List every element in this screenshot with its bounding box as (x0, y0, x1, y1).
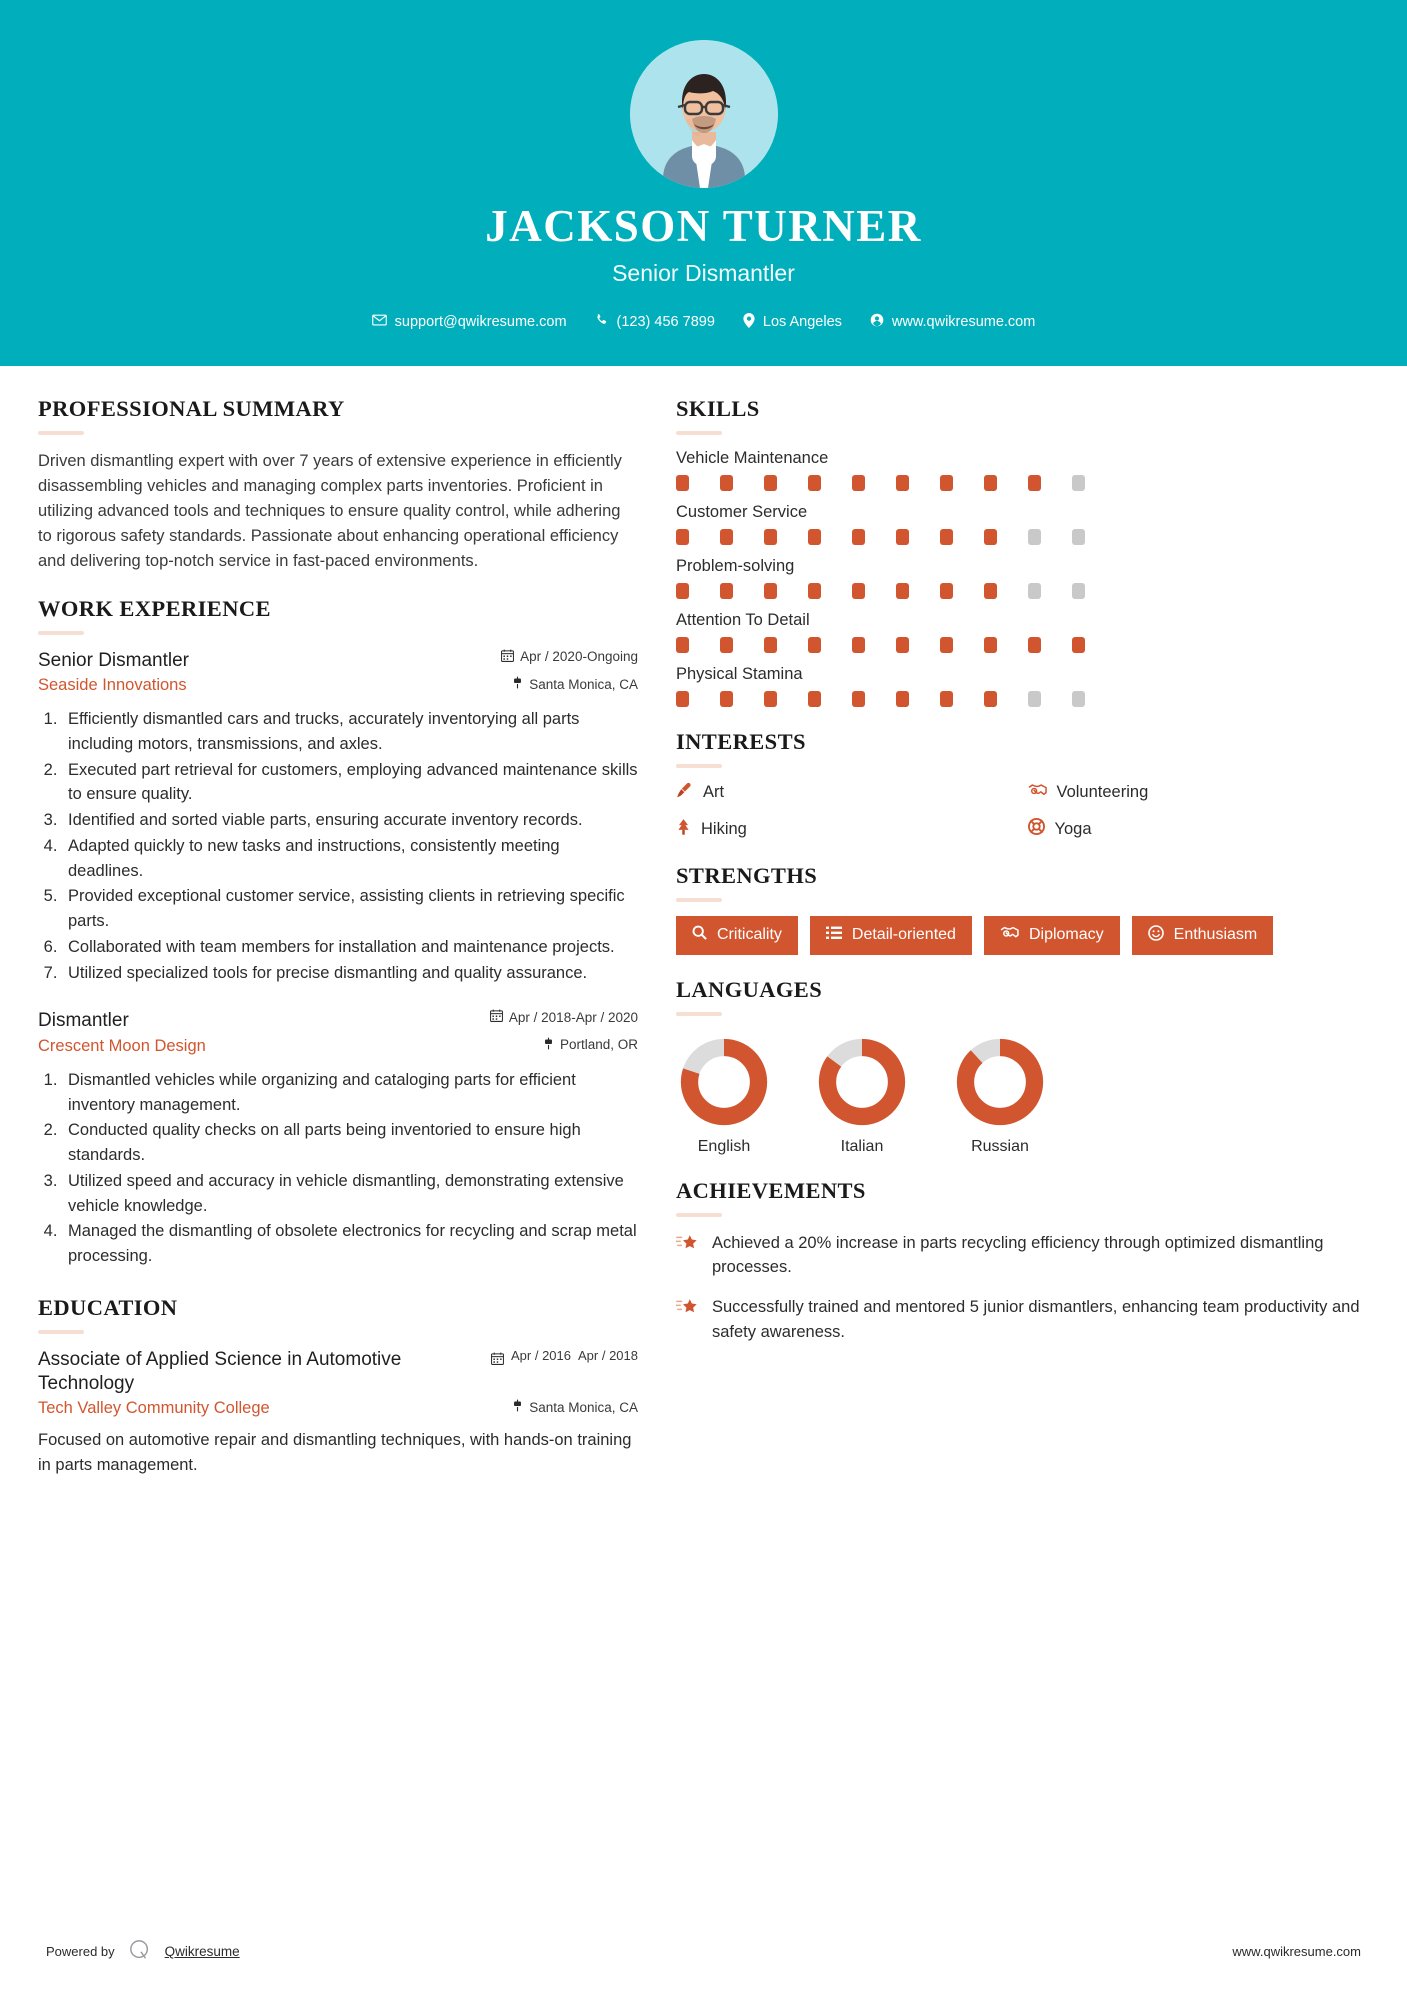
list-item: 3. Identified and sorted viable parts, ensuring accurate inventory records. (62, 808, 638, 833)
calendar-icon (490, 1009, 503, 1025)
education-school: Tech Valley Community College (38, 1399, 270, 1418)
list-item: 2. Executed part retrieval for customers, employing advanced maintenance skills to ensure quality. (62, 758, 638, 808)
achievement-item (676, 1295, 1369, 1344)
skill-dot-filled (676, 475, 689, 491)
skill-dot-filled (896, 583, 909, 599)
languages-list (676, 1030, 1369, 1156)
footer-url: www.qwikresume.com (1232, 1944, 1361, 1959)
education-dates (491, 1348, 638, 1369)
experience-bullets (62, 1068, 638, 1269)
education-item (38, 1348, 638, 1478)
skill-dot-filled (764, 475, 777, 491)
contact-phone-text: (123) 456 7899 (616, 314, 715, 330)
powered-by-label: Powered by (46, 1944, 115, 1959)
section-title-summary: PROFESSIONAL SUMMARY (38, 395, 345, 421)
skill-dot-filled (984, 529, 997, 545)
experience-dates (501, 649, 638, 665)
skill-dot-filled (940, 691, 953, 707)
strength-label: Detail-oriented (851, 926, 956, 943)
handshake-icon (1000, 925, 1019, 945)
skill-dot-empty (1028, 529, 1041, 545)
skill-dot-filled (940, 583, 953, 599)
interest-item (1028, 818, 1370, 841)
education-description: Focused on automotive repair and dismantling techniques, with hands-on training in parts management. (38, 1431, 632, 1475)
section-professional-summary (38, 396, 638, 574)
skill-dot-filled (764, 637, 777, 653)
qwikresume-logo-icon (129, 1939, 151, 1964)
section-rule (38, 1330, 84, 1334)
skill-dot-filled (808, 583, 821, 599)
section-rule (38, 631, 84, 635)
skill-label: Problem-solving (676, 556, 795, 575)
skill-dot-empty (1072, 529, 1085, 545)
section-rule (676, 764, 722, 768)
search-icon (692, 925, 707, 945)
experience-location (543, 1037, 638, 1053)
experience-bullets (62, 707, 638, 985)
star-icon (676, 1231, 700, 1259)
skill-label: Physical Stamina (676, 664, 803, 683)
skill-dot-filled (852, 637, 865, 653)
section-title-work: WORK EXPERIENCE (38, 595, 271, 621)
section-rule (676, 431, 722, 435)
resume-body (0, 366, 1407, 1924)
language-donut (814, 1036, 910, 1128)
skill-dot-filled (720, 691, 733, 707)
skill-dot-filled (896, 637, 909, 653)
list-item: 7. Utilized specialized tools for precise dismantling and quality assurance. (62, 961, 638, 986)
contact-row (0, 313, 1407, 332)
language-item (952, 1036, 1048, 1156)
strength-tag (810, 916, 972, 955)
skill-dot-filled (852, 475, 865, 491)
tree-icon (676, 818, 691, 841)
achievement-text: Achieved a 20% increase in parts recycling efficiency through optimized dismantling processes. (712, 1233, 1324, 1276)
page-title: JACKSON TURNER (485, 201, 922, 251)
skill-dot-filled (764, 583, 777, 599)
star-icon (676, 1295, 700, 1323)
summary-text: Driven dismantling expert with over 7 years of extensive experience in efficiently disassembling vehicles and managing complex parts inventories. Proficient in utilizing advanced tools and techniques to ensure quality control, while adhering to rigorous safety standards. Passionate about enhancing operational efficiency and delivering top-notch service in fast-paced environments. (38, 451, 622, 570)
globe-icon (870, 313, 884, 331)
experience-location-text: Santa Monica, CA (529, 676, 638, 692)
powered-by (46, 1939, 240, 1964)
lifebuoy-icon (1028, 818, 1045, 840)
skill-dot-filled (896, 529, 909, 545)
right-column (676, 396, 1369, 1924)
interest-label: Hiking (701, 819, 747, 838)
left-column (38, 396, 638, 1924)
interest-item (676, 818, 1018, 841)
interest-item (1028, 782, 1370, 804)
pin-icon (512, 1399, 523, 1415)
contact-location[interactable] (729, 313, 856, 332)
list-item: 1. Efficiently dismantled cars and trucks, accurately inventorying all parts including motors, transmissions, and axles. (62, 707, 638, 757)
phone-icon (595, 313, 609, 331)
skill-dot-filled (896, 691, 909, 707)
skill-dot-filled (852, 583, 865, 599)
education-degree: Associate of Applied Science in Automotive Technology (38, 1348, 402, 1395)
skill-label: Customer Service (676, 502, 808, 521)
education-date-end: Apr / 2018 (578, 1347, 638, 1363)
section-skills (676, 396, 1369, 707)
resume-header (0, 0, 1407, 366)
strength-label: Criticality (717, 926, 782, 943)
skill-dot-filled (676, 691, 689, 707)
skill-dot-filled (984, 637, 997, 653)
skill-dot-filled (1028, 475, 1041, 491)
skill-dot-empty (1072, 583, 1085, 599)
education-location (512, 1399, 638, 1415)
skill-dot-filled (720, 583, 733, 599)
contact-email[interactable] (358, 314, 581, 330)
skill-dot-empty (1028, 583, 1041, 599)
experience-role: Dismantler (38, 1010, 129, 1032)
skill-row (676, 557, 1369, 599)
skill-dot-filled (676, 529, 689, 545)
list-item: 3. Utilized speed and accuracy in vehicle dismantling, demonstrating extensive vehicle knowledge. (62, 1169, 638, 1219)
skill-rating (676, 475, 1369, 491)
skill-dot-filled (808, 475, 821, 491)
skill-dot-filled (896, 475, 909, 491)
experience-location (512, 676, 638, 692)
strengths-list (676, 916, 1369, 955)
strength-tag (1132, 916, 1274, 955)
interest-item (676, 782, 1018, 804)
skill-row (676, 665, 1369, 707)
achievement-item (676, 1231, 1369, 1280)
skill-rating (676, 529, 1369, 545)
calendar-icon (491, 1348, 504, 1369)
list-item: 2. Conducted quality checks on all parts being inventoried to ensure high standards. (62, 1118, 638, 1168)
section-title-achievements: ACHIEVEMENTS (676, 1177, 866, 1203)
skill-dot-filled (940, 475, 953, 491)
skill-rating (676, 637, 1369, 653)
qwikresume-link[interactable]: Qwikresume (164, 1944, 240, 1959)
strength-label: Diplomacy (1028, 926, 1104, 943)
interest-label: Volunteering (1056, 783, 1149, 801)
contact-website[interactable] (856, 313, 1049, 331)
skill-dot-filled (720, 475, 733, 491)
section-title-education: EDUCATION (38, 1294, 178, 1320)
language-label: English (697, 1137, 751, 1155)
skill-rating (676, 691, 1369, 707)
language-donut (676, 1036, 772, 1128)
skill-dot-filled (940, 637, 953, 653)
section-work-experience (38, 596, 638, 1269)
list-item: 4. Managed the dismantling of obsolete electronics for recycling and scrap metal processing. (62, 1219, 638, 1269)
skill-dot-filled (764, 691, 777, 707)
language-donut (952, 1036, 1048, 1128)
contact-email-text: support@qwikresume.com (394, 314, 567, 330)
experience-location-text: Portland, OR (559, 1037, 638, 1053)
experience-role: Senior Dismantler (38, 649, 189, 671)
skill-row (676, 611, 1369, 653)
skill-dot-filled (808, 529, 821, 545)
paintbrush-icon (676, 782, 693, 804)
skill-label: Vehicle Maintenance (676, 448, 829, 467)
interest-label: Yoga (1054, 819, 1092, 838)
education-location-text: Santa Monica, CA (529, 1399, 638, 1415)
calendar-icon (501, 649, 514, 665)
language-label: Russian (971, 1137, 1029, 1155)
contact-website-text: www.qwikresume.com (891, 314, 1036, 330)
envelope-icon (372, 314, 387, 330)
skill-dot-filled (808, 691, 821, 707)
experience-company: Seaside Innovations (38, 676, 187, 695)
section-rule (676, 1213, 722, 1217)
section-title-interests: INTERESTS (676, 728, 806, 754)
skill-dot-empty (1072, 691, 1085, 707)
skill-dot-filled (1072, 637, 1085, 653)
skill-rating (676, 583, 1369, 599)
interest-label: Art (703, 783, 725, 801)
interests-grid (676, 782, 1369, 841)
strength-tag (984, 916, 1120, 955)
job-title: Senior Dismantler (612, 259, 795, 286)
skill-dot-filled (852, 529, 865, 545)
list-icon (826, 926, 842, 945)
skill-dot-filled (676, 637, 689, 653)
pin-icon (512, 676, 523, 692)
skill-row (676, 503, 1369, 545)
section-rule (676, 1012, 722, 1016)
list-item: 6. Collaborated with team members for installation and maintenance projects. (62, 935, 638, 960)
list-item: 1. Dismantled vehicles while organizing and cataloging parts for efficient inventory management. (62, 1068, 638, 1118)
skill-dot-filled (984, 691, 997, 707)
map-pin-icon (743, 313, 755, 332)
list-item: 5. Provided exceptional customer service, assisting clients in retrieving specific parts. (62, 884, 638, 934)
contact-location-text: Los Angeles (762, 314, 842, 330)
section-rule (676, 898, 722, 902)
achievement-text: Successfully trained and mentored 5 junior dismantlers, enhancing team productivity and safety awareness. (712, 1298, 1360, 1341)
experience-item (38, 1009, 638, 1268)
smiley-icon (1148, 925, 1164, 946)
section-rule (38, 431, 84, 435)
pin-icon (543, 1037, 554, 1053)
skill-dot-filled (852, 691, 865, 707)
section-title-languages: LANGUAGES (676, 976, 823, 1002)
resume-footer (0, 1923, 1407, 1990)
section-strengths (676, 863, 1369, 955)
education-date-start: Apr / 2016 (511, 1347, 571, 1363)
skill-dot-filled (720, 529, 733, 545)
skill-dot-filled (984, 583, 997, 599)
experience-dates (490, 1009, 638, 1025)
skill-dot-filled (720, 637, 733, 653)
section-languages (676, 977, 1369, 1156)
contact-phone[interactable] (581, 313, 729, 331)
skill-dot-filled (940, 529, 953, 545)
language-label: Italian (840, 1137, 884, 1155)
list-item: 4. Adapted quickly to new tasks and instructions, consistently meeting deadlines. (62, 834, 638, 884)
experience-company: Crescent Moon Design (38, 1036, 206, 1055)
section-title-skills: SKILLS (676, 395, 760, 421)
strength-label: Enthusiasm (1173, 926, 1258, 943)
skill-dot-filled (764, 529, 777, 545)
section-education (38, 1295, 638, 1478)
strength-tag (676, 916, 798, 955)
experience-dates-text: Apr / 2018-Apr / 2020 (508, 1009, 638, 1025)
experience-item (38, 649, 638, 986)
skill-dot-filled (984, 475, 997, 491)
language-item (676, 1036, 772, 1156)
handshake-icon (1028, 782, 1047, 803)
skill-row (676, 449, 1369, 491)
skill-dot-filled (676, 583, 689, 599)
language-item (814, 1036, 910, 1156)
skill-dot-filled (1028, 637, 1041, 653)
skill-dot-empty (1072, 475, 1085, 491)
section-achievements (676, 1178, 1369, 1345)
skill-dot-empty (1028, 691, 1041, 707)
experience-dates-text: Apr / 2020-Ongoing (520, 649, 638, 665)
skill-label: Attention To Detail (676, 610, 810, 629)
section-interests (676, 729, 1369, 841)
avatar (630, 40, 778, 188)
section-title-strengths: STRENGTHS (676, 862, 818, 888)
skill-dot-filled (808, 637, 821, 653)
